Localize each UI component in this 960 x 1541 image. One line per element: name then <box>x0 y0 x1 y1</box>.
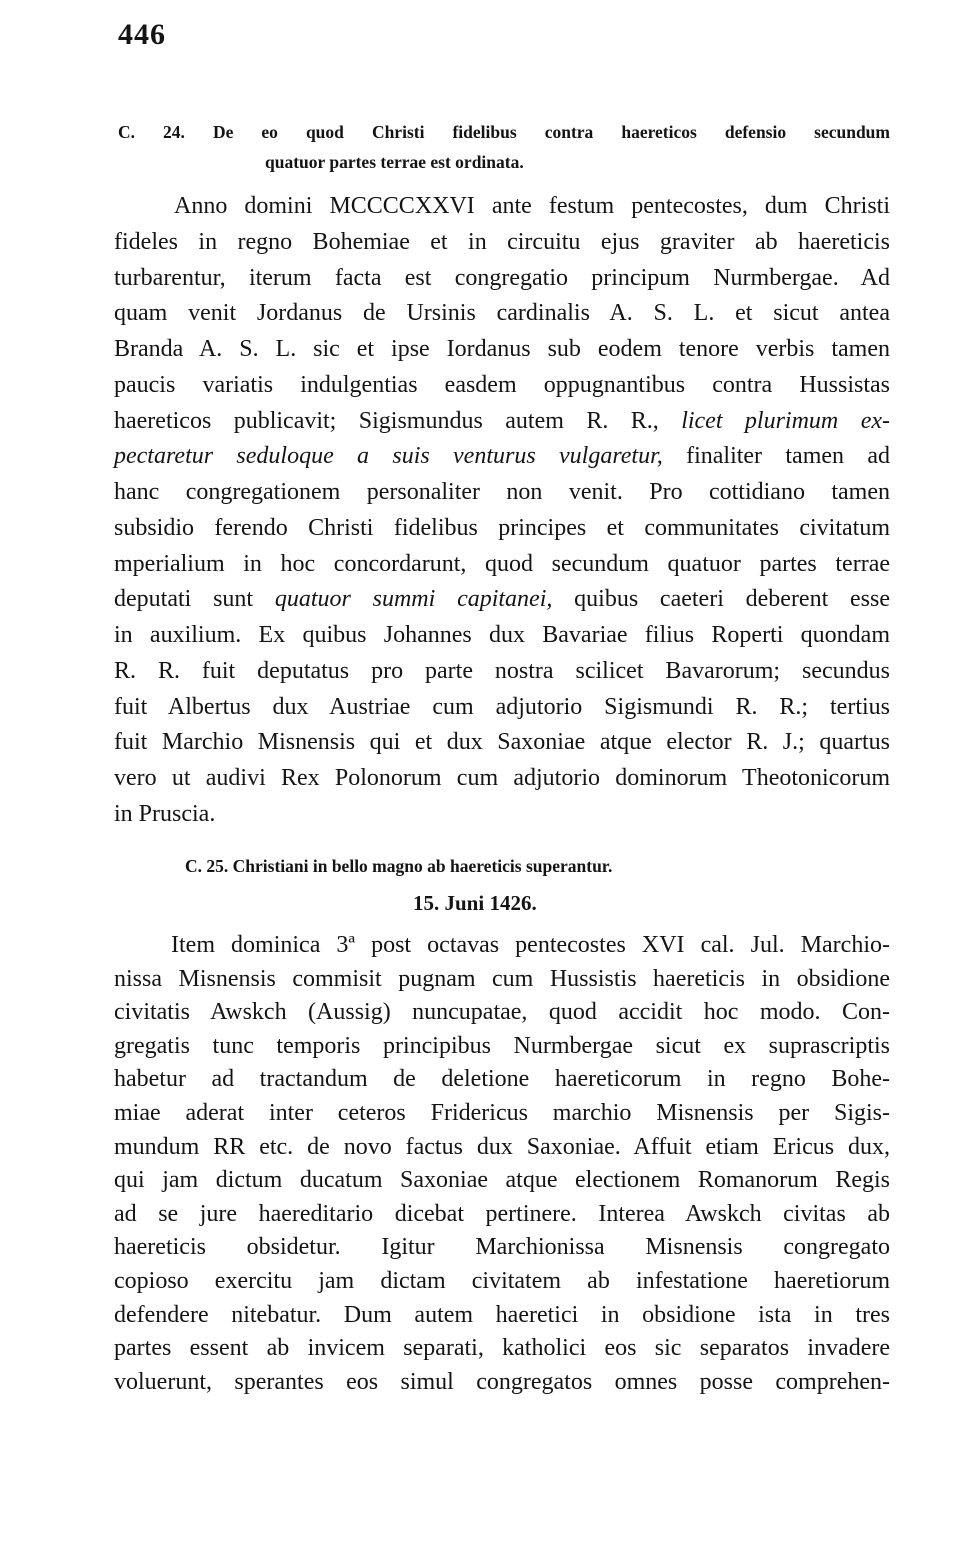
text-line: defendere nitebatur. Dum autem haeretici in obsidione ista in tres <box>114 1301 890 1328</box>
text-line: ad se jure haereditario dicebat pertinere. Interea Awskch civitas ab <box>114 1200 890 1227</box>
text-line: turbarentur, iterum facta est congregatio principum Nurmbergae. Ad <box>114 264 890 291</box>
text-line: mperialium in hoc concordarunt, quod secundum quatuor partes terrae <box>114 550 890 577</box>
text-line: gregatis tunc temporis principibus Nurmbergae sicut ex suprascriptis <box>114 1032 890 1059</box>
text-line: partes essent ab invicem separati, katholici eos sic separatos invadere <box>114 1335 890 1362</box>
text-line: habetur ad tractandum de deletione haereticorum in regno Bohe- <box>114 1066 890 1093</box>
text-line: mundum RR etc. de novo factus dux Saxoniae. Affuit etiam Ericus dux, <box>114 1133 890 1160</box>
italic-phrase: pectaretur seduloque a suis venturus vulgaretur, <box>114 443 663 470</box>
text-line: fideles in regno Bohemiae et in circuitu ejus graviter ab haereticis <box>114 228 890 255</box>
text-line: fuit Marchio Misnensis qui et dux Saxoniae atque elector R. J.; quartus <box>114 729 890 756</box>
chapter-24-heading-line-1: C. 24. De eo quod Christi fidelibus contra haereticos defensio secundum <box>118 122 890 142</box>
chapter-25-date: 15. Juni 1426. <box>413 891 537 915</box>
page-number: 446 <box>118 18 166 51</box>
text-line: civitatis Awskch (Aussig) nuncupatae, quod accidit hoc modo. Con- <box>114 999 890 1026</box>
text-line: pectaretur seduloque a suis venturus vulgaretur, finaliter tamen ad <box>114 443 890 470</box>
italic-phrase: quatuor summi capitanei, <box>274 586 553 613</box>
text-line: subsidio ferendo Christi fidelibus principes et communitates civitatum <box>114 514 890 541</box>
text-line: deputati sunt quatuor summi capitanei, quibus caeteri deberent esse <box>114 586 890 613</box>
text-line: copioso exercitu jam dictam civitatem ab infestatione haeretiorum <box>114 1267 890 1294</box>
text-line: Branda A. S. L. sic et ipse Iordanus sub eodem tenore verbis tamen <box>114 336 890 362</box>
text-line: vero ut audivi Rex Polonorum cum adjutorio dominorum Theotonicorum <box>114 765 890 791</box>
text-line: haereticos publicavit; Sigismundus autem R. R., licet plurimum ex- <box>114 407 890 434</box>
text-line: in Pruscia. <box>114 800 216 827</box>
text-line: Anno domini MCCCCXXVI ante festum pentecostes, dum Christi <box>174 193 890 219</box>
chapter-24-body <box>114 189 890 833</box>
text-line: R. R. fuit deputatus pro parte nostra scilicet Bavarorum; secundus <box>114 657 890 684</box>
text-line: quam venit Jordanus de Ursinis cardinalis A. S. L. et sicut antea <box>114 300 890 327</box>
text-line: miae aderat inter ceteros Fridericus marchio Misnensis per Sigis- <box>114 1099 890 1126</box>
chapter-25-body <box>114 929 890 1399</box>
text-line: qui jam dictum ducatum Saxoniae atque electionem Romanorum Regis <box>114 1167 890 1194</box>
text-line: fuit Albertus dux Austriae cum adjutorio Sigismundi R. R.; tertius <box>114 693 890 720</box>
text-line: Item dominica 3ª post octavas pentecostes XVI cal. Jul. Marchio- <box>171 932 890 958</box>
text-line: in auxilium. Ex quibus Johannes dux Bavariae filius Roperti quondam <box>114 622 890 648</box>
italic-phrase: licet plurimum ex- <box>681 407 890 434</box>
chapter-24-heading-line-2: quatuor partes terrae est ordinata. <box>265 152 524 172</box>
text-line: paucis variatis indulgentias easdem oppugnantibus contra Hussistas <box>114 371 890 398</box>
text-line: voluerunt, sperantes eos simul congregatos omnes posse comprehen- <box>114 1368 890 1395</box>
text-line: nissa Misnensis commisit pugnam cum Hussistis haereticis in obsidione <box>114 965 890 992</box>
text-line: hanc congregationem personaliter non venit. Pro cottidiano tamen <box>114 479 890 505</box>
chapter-25-heading: C. 25. Christiani in bello magno ab haereticis superantur. <box>185 856 613 876</box>
text-line: haereticis obsidetur. Igitur Marchionissa Misnensis congregato <box>114 1234 890 1261</box>
